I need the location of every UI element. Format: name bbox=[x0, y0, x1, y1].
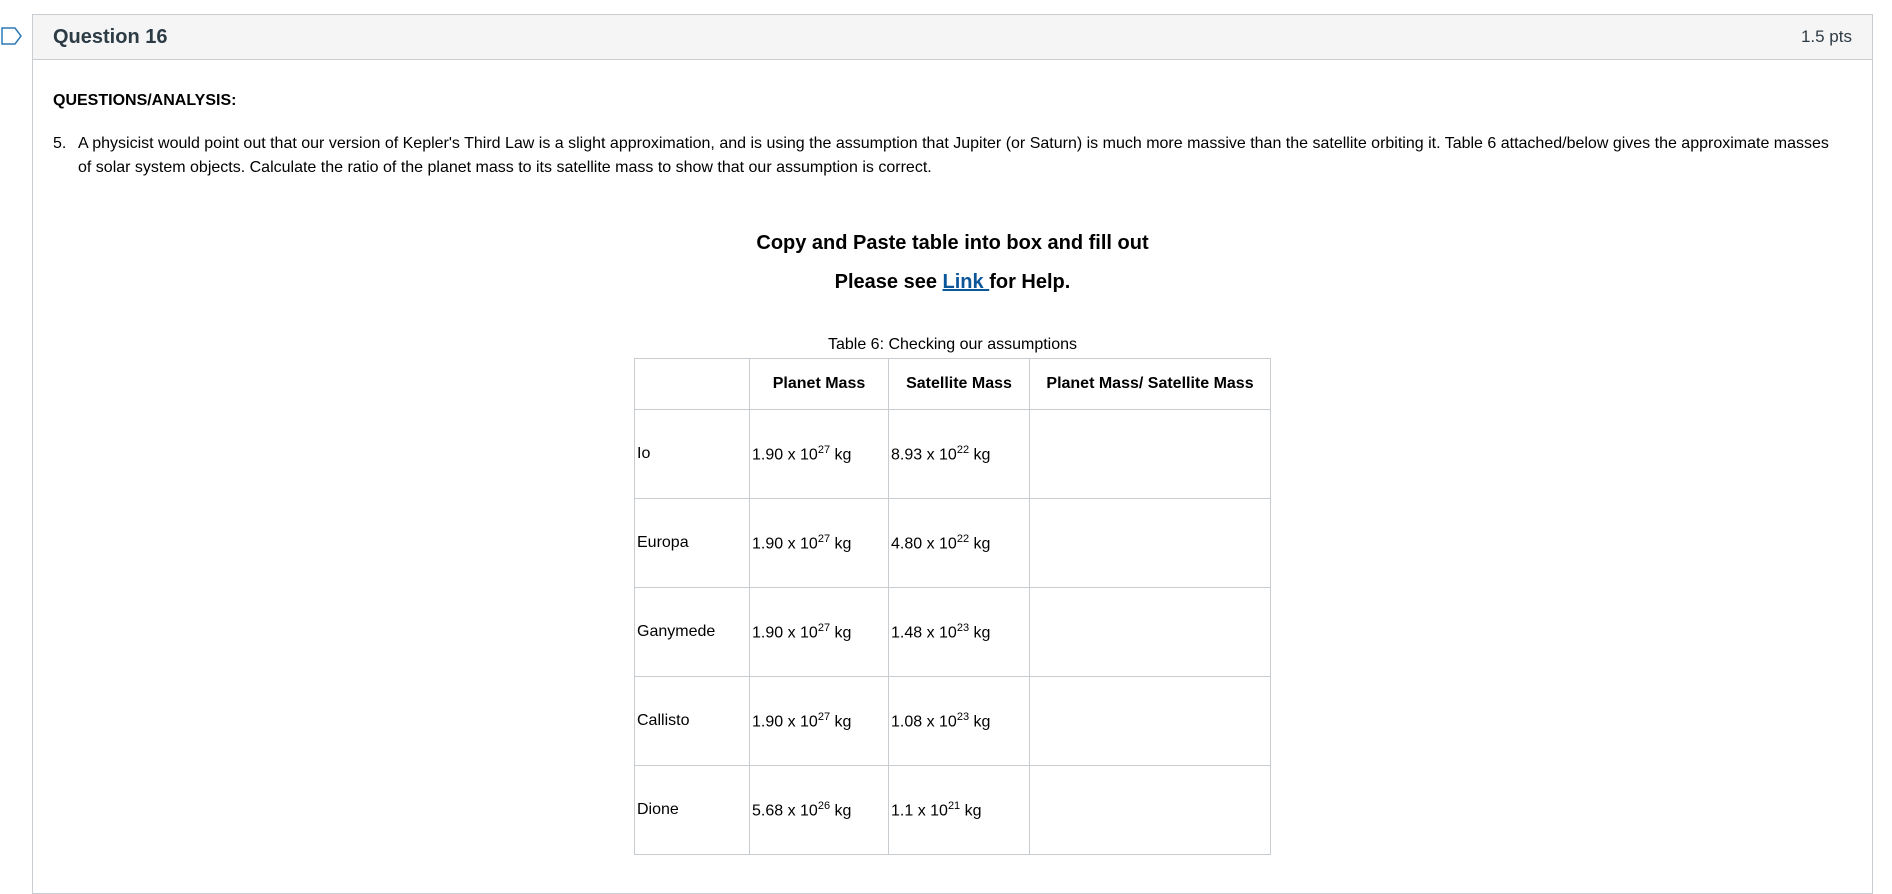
satellite-mass-exponent: 23 bbox=[956, 621, 970, 634]
satellite-mass-cell bbox=[889, 410, 1030, 499]
mass-ratio-cell[interactable] bbox=[1030, 677, 1271, 766]
satellite-name: Ganymede bbox=[637, 623, 716, 640]
mass-table bbox=[634, 358, 1271, 855]
satellite-name-cell bbox=[635, 677, 750, 766]
question-body bbox=[33, 92, 1872, 855]
planet-mass-cell bbox=[750, 410, 889, 499]
satellite-mass-cell bbox=[889, 677, 1030, 766]
help-instruction bbox=[53, 271, 1852, 294]
item-number: 5. bbox=[53, 135, 67, 152]
table-header-cell: Planet Mass/ Satellite Mass bbox=[1030, 359, 1271, 410]
table-row bbox=[635, 766, 1271, 855]
satellite-mass-base: 8.93 x 10 bbox=[891, 446, 957, 464]
item-text: A physicist would point out that our version of Kepler's Third Law is a slight approximation, and is using the assumption that Jupiter (or Saturn) is much more massive than the satellite orbiting it. Table 6 attached/below gives the approximate masses of solar system objects. Calculate the ratio of the planet mass to its satellite mass to show that our assumption is correct. bbox=[78, 135, 1829, 176]
planet-mass-exponent: 27 bbox=[817, 710, 831, 723]
satellite-mass-exponent: 23 bbox=[956, 710, 970, 723]
table-caption: Table 6: Checking our assumptions bbox=[827, 336, 1078, 353]
satellite-mass-unit: kg bbox=[969, 535, 991, 553]
satellite-name-cell bbox=[635, 410, 750, 499]
satellite-mass-unit: kg bbox=[969, 624, 991, 642]
satellite-mass-unit: kg bbox=[960, 802, 982, 820]
question-item bbox=[53, 132, 1852, 180]
planet-mass-unit: kg bbox=[830, 713, 852, 731]
copy-instruction: Copy and Paste table into box and fill out bbox=[756, 232, 1149, 254]
planet-mass-exponent: 27 bbox=[817, 621, 831, 634]
question-points: 1.5 pts bbox=[1800, 27, 1852, 46]
mass-ratio-cell[interactable] bbox=[1030, 588, 1271, 677]
planet-mass-exponent: 26 bbox=[817, 799, 831, 812]
mass-ratio-cell[interactable] bbox=[1030, 499, 1271, 588]
table-header-cell: Planet Mass bbox=[750, 359, 889, 410]
question-title: Question 16 bbox=[53, 25, 168, 48]
planet-mass-unit: kg bbox=[830, 535, 852, 553]
table-row bbox=[635, 677, 1271, 766]
planet-mass-cell bbox=[750, 677, 889, 766]
satellite-mass-cell bbox=[889, 588, 1030, 677]
satellite-mass-exponent: 22 bbox=[956, 443, 970, 456]
table-header-row bbox=[635, 359, 1271, 410]
bookmark-flag-icon[interactable] bbox=[0, 26, 24, 46]
planet-mass-base: 1.90 x 10 bbox=[752, 713, 818, 731]
mass-ratio-cell[interactable] bbox=[1030, 766, 1271, 855]
satellite-name: Io bbox=[637, 445, 651, 462]
satellite-name: Callisto bbox=[637, 712, 690, 729]
satellite-name-cell bbox=[635, 766, 750, 855]
question-header bbox=[33, 15, 1872, 60]
planet-mass-cell bbox=[750, 588, 889, 677]
satellite-mass-exponent: 21 bbox=[947, 799, 961, 812]
planet-mass-unit: kg bbox=[830, 802, 852, 820]
planet-mass-cell bbox=[750, 499, 889, 588]
satellite-mass-exponent: 22 bbox=[956, 532, 970, 545]
satellite-name: Dione bbox=[637, 801, 679, 818]
satellite-mass-base: 1.48 x 10 bbox=[891, 624, 957, 642]
planet-mass-unit: kg bbox=[830, 446, 852, 464]
table-row bbox=[635, 410, 1271, 499]
question-card bbox=[32, 14, 1873, 894]
table-header-cell bbox=[635, 359, 750, 410]
planet-mass-exponent: 27 bbox=[817, 443, 831, 456]
help-suffix: for Help. bbox=[989, 271, 1071, 293]
table-row bbox=[635, 588, 1271, 677]
planet-mass-base: 1.90 x 10 bbox=[752, 535, 818, 553]
satellite-mass-base: 1.08 x 10 bbox=[891, 713, 957, 731]
satellite-mass-base: 4.80 x 10 bbox=[891, 535, 957, 553]
satellite-mass-base: 1.1 x 10 bbox=[891, 802, 948, 820]
table-header-cell: Satellite Mass bbox=[889, 359, 1030, 410]
satellite-name: Europa bbox=[637, 534, 689, 551]
section-heading: QUESTIONS/ANALYSIS: bbox=[53, 92, 237, 109]
help-prefix: Please see bbox=[834, 271, 943, 293]
satellite-mass-unit: kg bbox=[969, 713, 991, 731]
satellite-name-cell bbox=[635, 499, 750, 588]
mass-ratio-cell[interactable] bbox=[1030, 410, 1271, 499]
satellite-mass-cell bbox=[889, 766, 1030, 855]
planet-mass-cell bbox=[750, 766, 889, 855]
planet-mass-base: 1.90 x 10 bbox=[752, 446, 818, 464]
satellite-mass-unit: kg bbox=[969, 446, 991, 464]
satellite-mass-cell bbox=[889, 499, 1030, 588]
help-link[interactable]: Link bbox=[942, 271, 990, 293]
satellite-name-cell bbox=[635, 588, 750, 677]
planet-mass-exponent: 27 bbox=[817, 532, 831, 545]
planet-mass-base: 1.90 x 10 bbox=[752, 624, 818, 642]
table-row bbox=[635, 499, 1271, 588]
planet-mass-base: 5.68 x 10 bbox=[752, 802, 818, 820]
planet-mass-unit: kg bbox=[830, 624, 852, 642]
